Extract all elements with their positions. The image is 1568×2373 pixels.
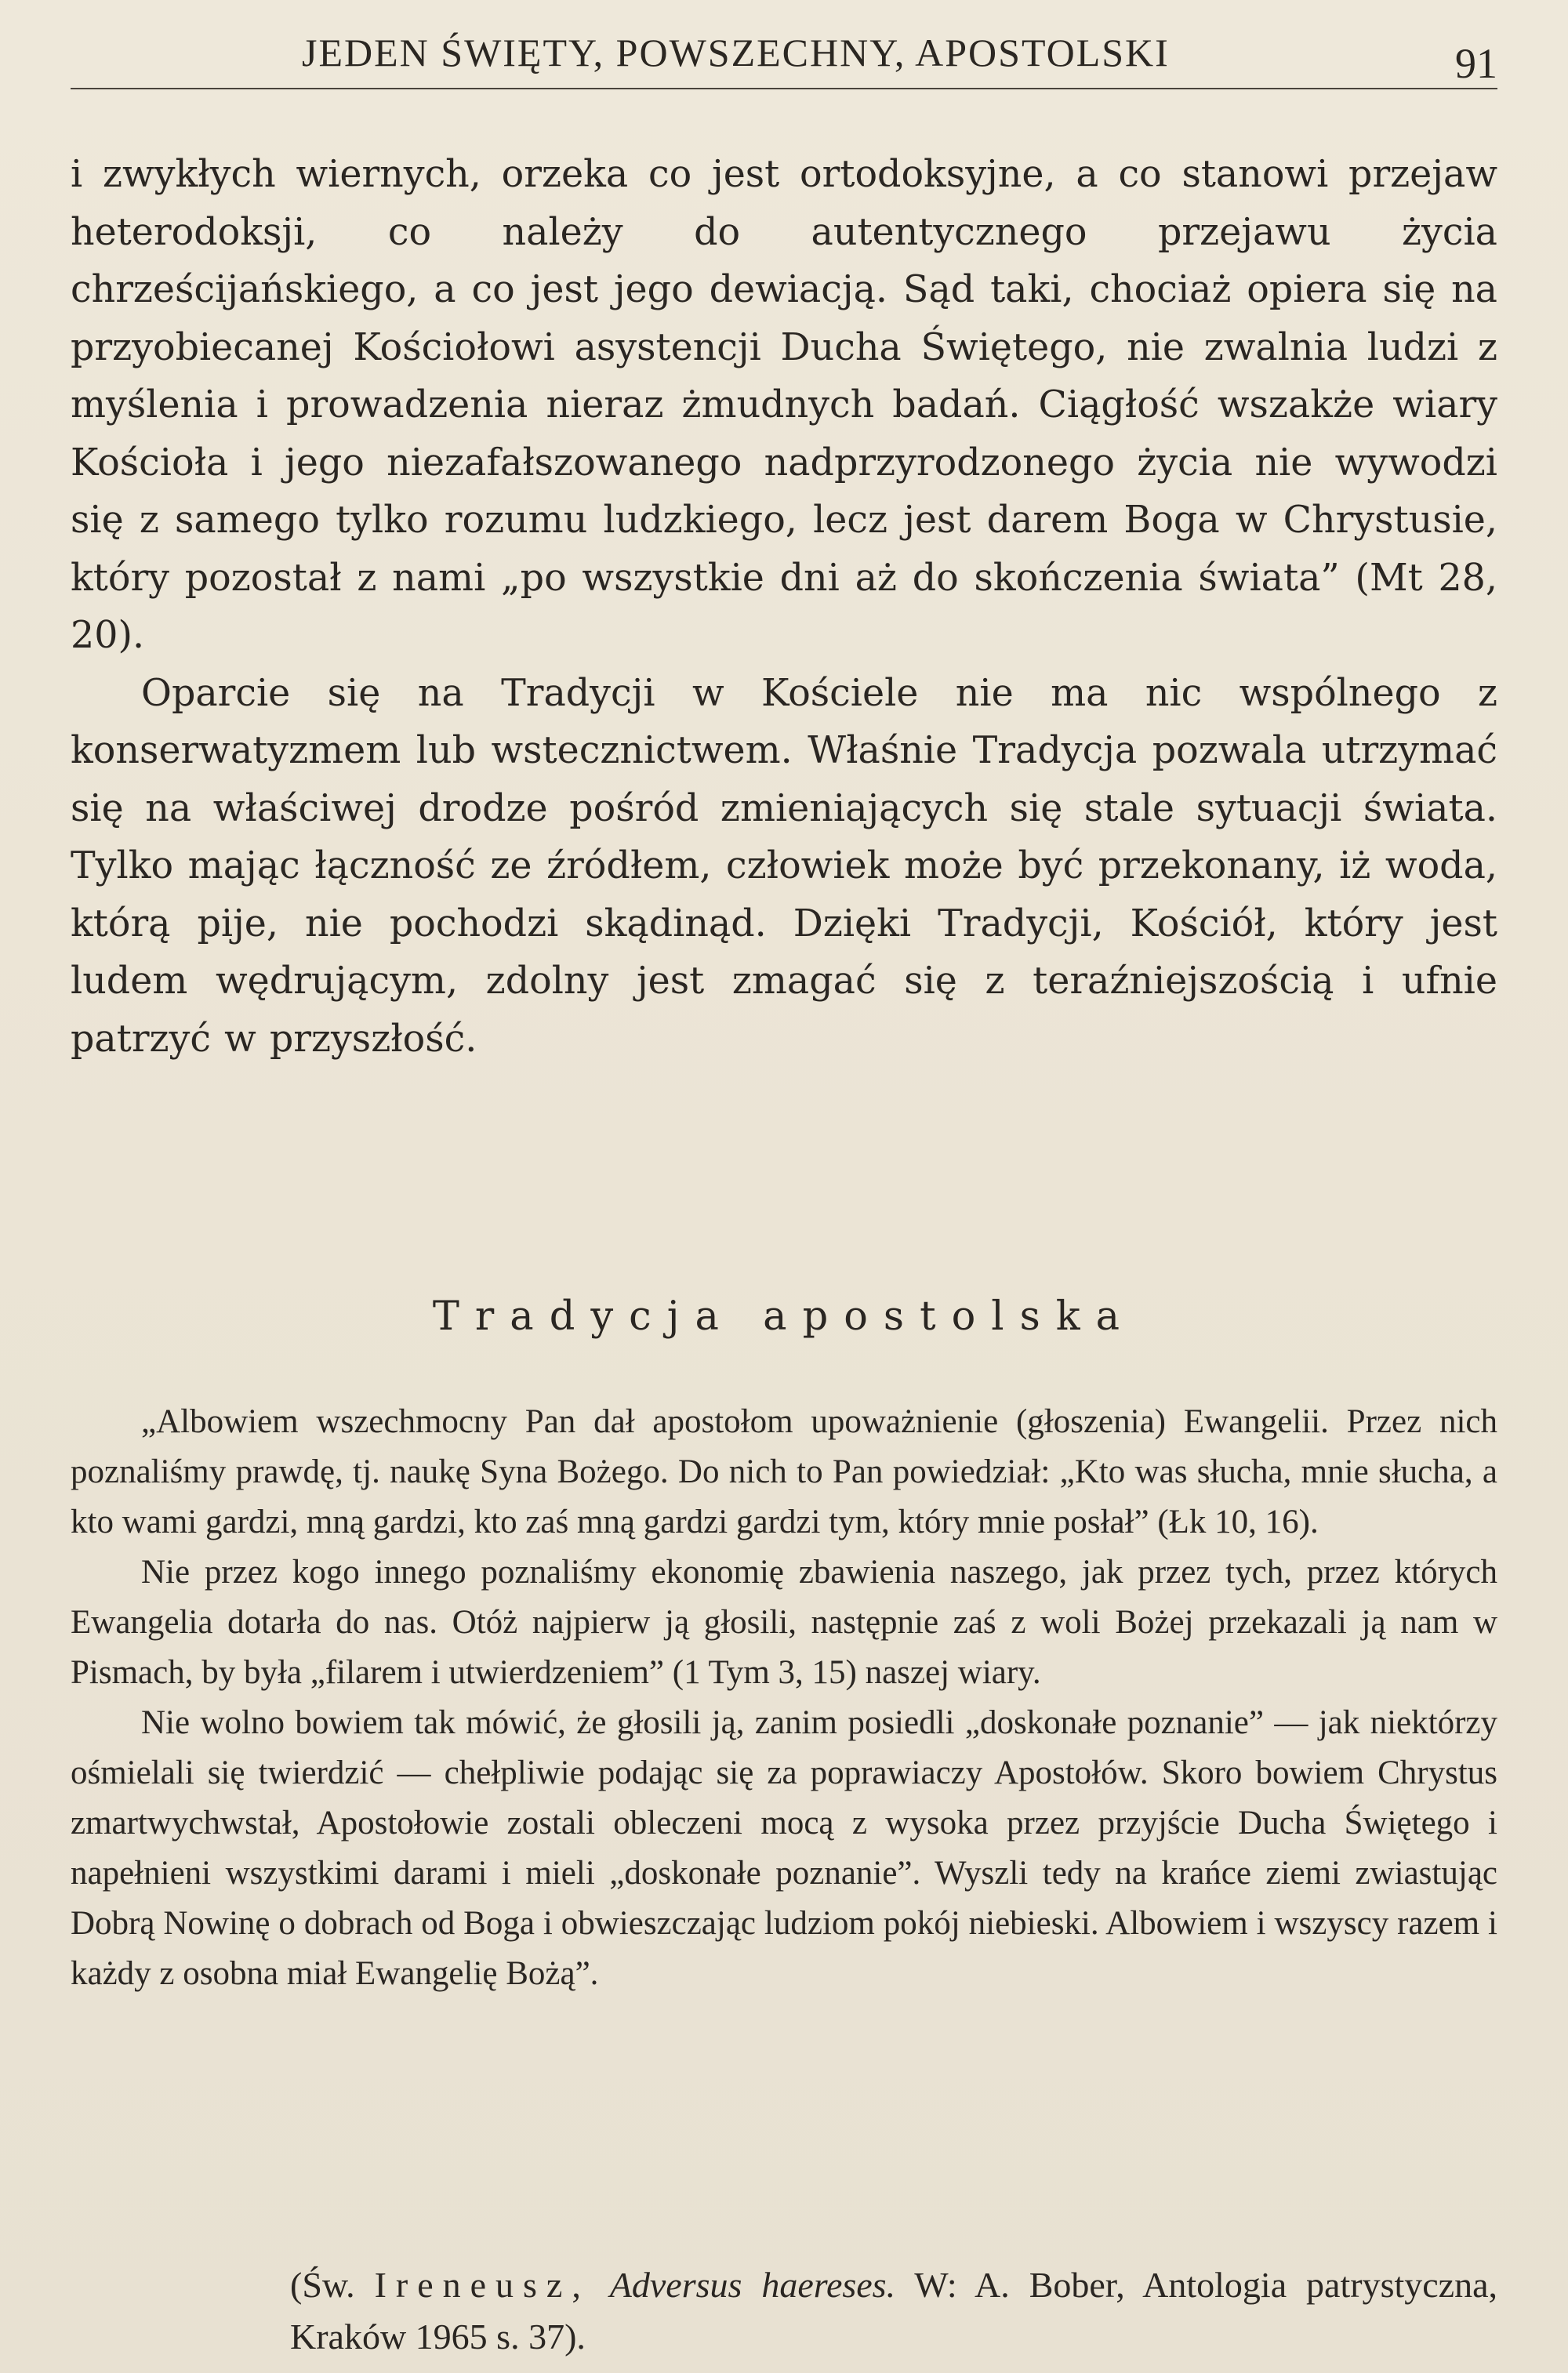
section-heading: Tradycja apostolska: [432, 1294, 1136, 1340]
page-header: [71, 30, 1497, 85]
citation-author: Ireneusz,: [374, 2265, 590, 2305]
running-head: JEDEN ŚWIĘTY, POWSZECHNY, APOSTOLSKI: [302, 31, 1170, 74]
header-rule: [71, 88, 1497, 89]
main-text: [71, 146, 1497, 1068]
citation-open: (Św.: [290, 2265, 355, 2305]
page-number: 91: [1455, 40, 1497, 87]
quote-paragraph: Nie przez kogo innego poznaliśmy ekonomię zbawienia naszego, jak przez tych, przez których Ewangelia dotarła do nas. Otóż najpierw ją głosili, następnie zaś z woli Bożej przekazali ją nam w Pismach, by była „filarem i utwierdzeniem” (1 Tym 3, 15) naszej wiary.: [71, 1554, 1497, 1691]
citation-details: W: A. Bober, Antologia patrystyczna, Kraków 1965 s. 37).: [290, 2265, 1498, 2357]
quote-paragraph: Nie wolno bowiem tak mówić, że głosili ją, zanim posiedli „doskonałe poznanie” — jak niektórzy ośmielali się twierdzić — chełpliwie podając się za poprawiaczy Apostołów. Skoro bowiem Chrystus zmartwychwstał, Apostołowie zostali obleczeni mocą z wysoka przez przyjście Ducha Świętego i napełnieni wszystkimi darami i mieli „doskonałe poznanie”. Wyszli tedy na krańce ziemi zwiastując Dobrą Nowinę o dobrach od Boga i obwieszczając ludziom pokój niebieski. Albowiem i wszyscy razem i każdy z osobna miał Ewangelię Bożą”.: [71, 1704, 1497, 1992]
citation-work-title: Adversus haereses.: [609, 2265, 896, 2305]
quotation-block: [71, 1397, 1497, 1999]
body-paragraph: Oparcie się na Tradycji w Kościele nie ma nic wspólnego z konserwatyzmem lub wstecznictwem. Właśnie Tradycja pozwala utrzymać się na właściwej drodze pośród zmieniających się stale sytuacji świata. Tylko mając łączność ze źródłem, człowiek może być przekonany, iż woda, którą pije, nie pochodzi skądinąd. Dzięki Tradycji, Kościół, który jest ludem wędrującym, zdolny jest zmagać się z teraźniejszością i ufnie patrzyć w przyszłość.: [71, 671, 1497, 1061]
body-paragraph: i zwykłych wiernych, orzeka co jest ortodoksyjne, a co stanowi przejaw heterodoksji, co należy do autentycznego przejawu życia chrześcijańskiego, a co jest jego dewiacją. Sąd taki, chociaż opiera się na przyobiecanej Kościołowi asystencji Ducha Świętego, nie zwalnia ludzi z myślenia i prowadzenia nieraz żmudnych badań. Ciągłość wszakże wiary Kościoła i jego niezafałszowanego nadprzyrodzonego życia nie wywodzi się z samego tylko rozumu ludzkiego, lecz jest darem Boga w Chrystusie, który pozostał z nami „po wszystkie dni aż do skończenia świata” (Mt 28, 20).: [71, 153, 1497, 657]
source-citation: [290, 2259, 1497, 2363]
quote-paragraph: „Albowiem wszechmocny Pan dał apostołom upoważnienie (głoszenia) Ewangelii. Przez nich poznaliśmy prawdę, tj. naukę Syna Bożego. Do nich to Pan powiedział: „Kto was słucha, mnie słucha, a kto wami gardzi, mną gardzi, kto zaś mną gardzi gardzi tym, który mnie posłał” (Łk 10, 16).: [71, 1403, 1497, 1540]
